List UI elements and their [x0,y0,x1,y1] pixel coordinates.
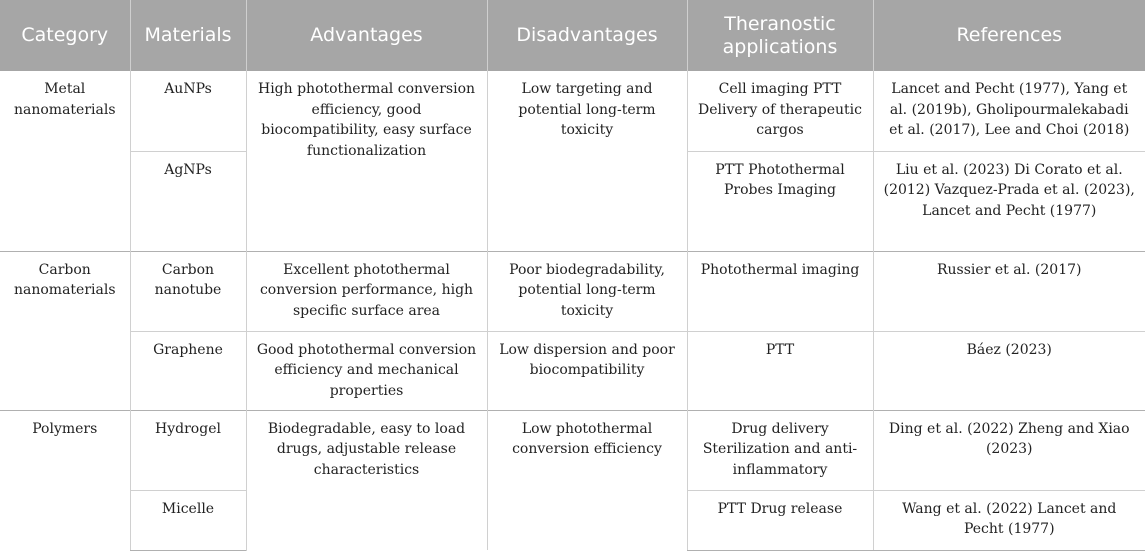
table-row [0,251,1145,331]
disadvantages-cell: Low targeting and potential long-term toxicity [487,71,687,251]
header-disadvantages: Disadvantages [487,0,687,71]
table-row [0,410,1145,490]
references-cell: Liu et al. (2023) Di Corato et al. (2012) Vazquez-Prada et al. (2023), Lancet and Pecht (1977) [873,151,1145,251]
material-cell: Micelle [130,490,246,550]
disadvantages-cell: Poor biodegradability, potential long-term toxicity [487,251,687,331]
header-theranostic-applications: Theranostic applications [687,0,873,71]
header-references: References [873,0,1145,71]
advantages-cell: High photothermal conversion efficiency, good biocompatibility, easy surface functionalization [246,71,487,251]
references-cell: Russier et al. (2017) [873,251,1145,331]
applications-cell: PTT Drug release [687,490,873,550]
applications-cell: Cell imaging PTT Delivery of therapeutic cargos [687,71,873,151]
references-cell: Ding et al. (2022) Zheng and Xiao (2023) [873,410,1145,490]
header-advantages: Advantages [246,0,487,71]
applications-cell: Photothermal imaging [687,251,873,331]
header-category: Category [0,0,130,71]
advantages-cell: Excellent photothermal conversion performance, high specific surface area [246,251,487,331]
applications-cell: Drug delivery Sterilization and anti-inflammatory [687,410,873,490]
disadvantages-cell: Low photothermal conversion efficiency [487,410,687,550]
applications-cell: PTT Photothermal Probes Imaging [687,151,873,251]
advantages-cell: Good photothermal conversion efficiency and mechanical properties [246,331,487,410]
category-cell: Polymers [0,410,130,550]
material-cell: AuNPs [130,71,246,151]
header-materials: Materials [130,0,246,71]
material-cell: Hydrogel [130,410,246,490]
references-cell: Lancet and Pecht (1977), Yang et al. (2019b), Gholipourmalekabadi et al. (2017), Lee and Choi (2018) [873,71,1145,151]
material-cell: Carbon nanotube [130,251,246,331]
references-cell: Báez (2023) [873,331,1145,410]
material-cell: Graphene [130,331,246,410]
category-cell: Carbon nanomaterials [0,251,130,410]
table-row [0,71,1145,151]
applications-cell: PTT [687,331,873,410]
material-cell: AgNPs [130,151,246,251]
disadvantages-cell: Low dispersion and poor biocompatibility [487,331,687,410]
advantages-cell: Biodegradable, easy to load drugs, adjustable release characteristics [246,410,487,550]
references-cell: Wang et al. (2022) Lancet and Pecht (1977) [873,490,1145,550]
table-header-row [0,0,1145,71]
table-row [0,331,1145,410]
category-cell: Metal nanomaterials [13,81,116,118]
